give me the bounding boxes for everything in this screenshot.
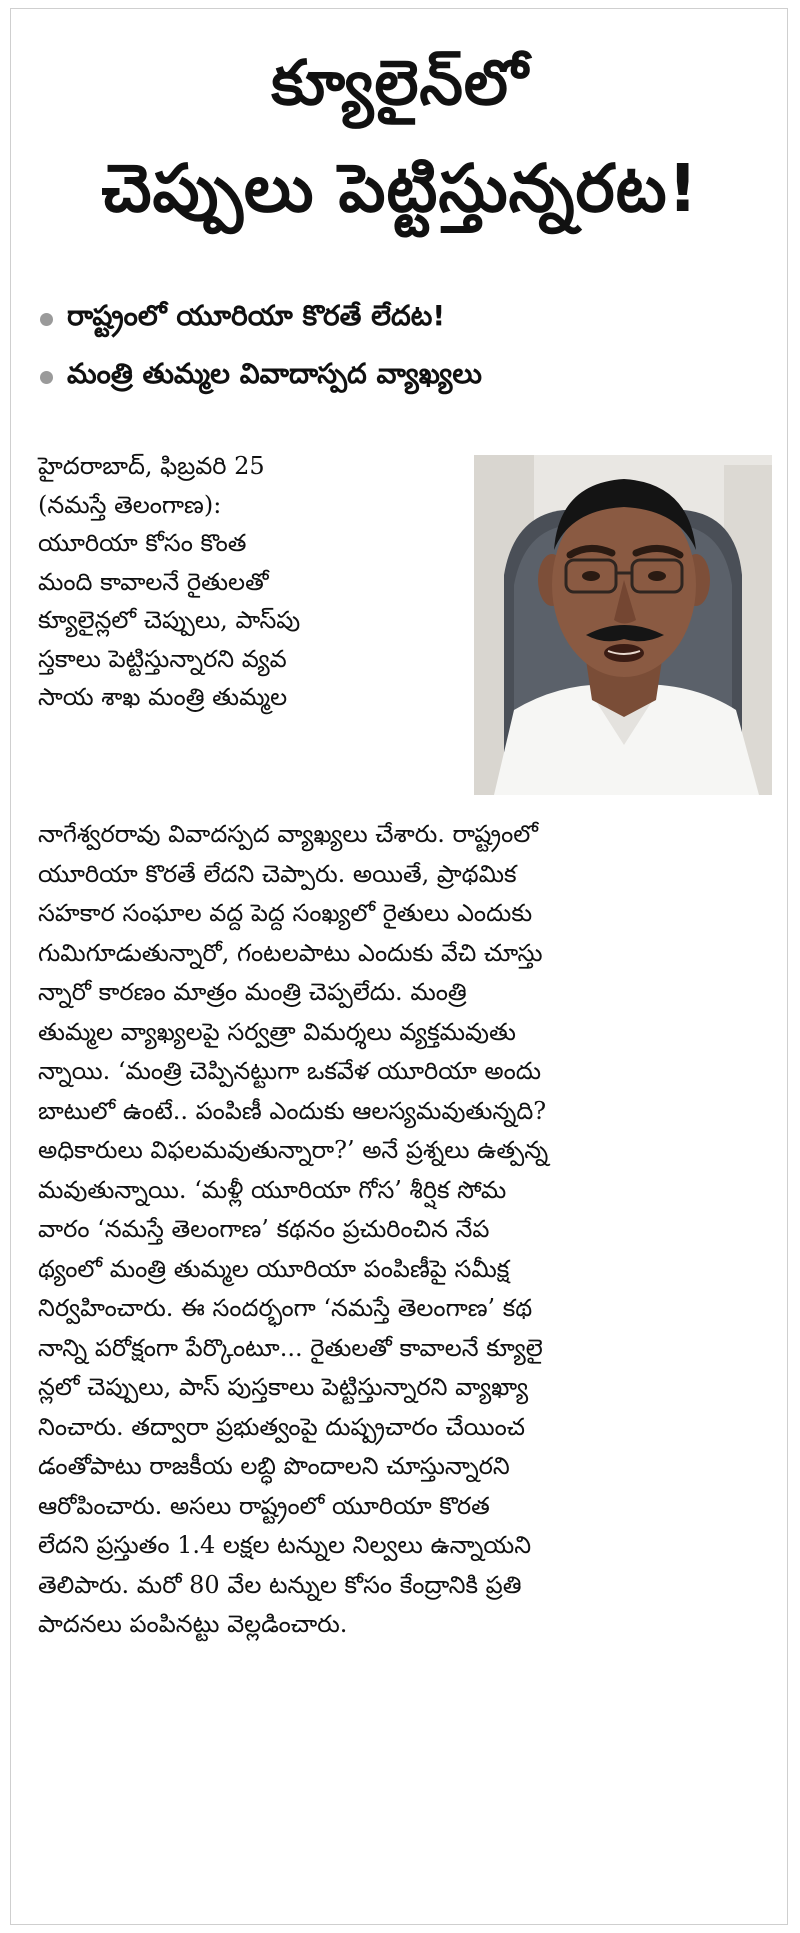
body-line: లేదని ప్రస్తుతం 1.4 లక్షల టన్నుల నిల్వలు ఉన్నాయని <box>38 1531 532 1559</box>
bullet-dot-icon <box>40 313 53 326</box>
body-line: గుమిగూడుతున్నారో, గంటలపాటు ఎందుకు వేచి చూస్తు <box>38 938 543 967</box>
body-line: మవుతున్నాయి. ‘మళ్లీ యూరియా గోస’ శీర్షిక సోమ <box>38 1175 507 1204</box>
article-intro-column <box>38 447 444 717</box>
body-line: తుమ్మల వ్యాఖ్యలపై సర్వత్రా విమర్శలు వ్యక్తమవుతు <box>38 1017 516 1046</box>
body-line: సహకార సంఘాల వద్ద పెద్ద సంఖ్యలో రైతులు ఎందుకు <box>38 899 533 927</box>
body-line: నిర్వహించారు. ఈ సందర్భంగా ‘నమస్తే తెలంగాణ’ కథ <box>38 1294 533 1322</box>
intro-line: యూరియా కోసం కొంత <box>38 529 247 557</box>
body-line: న్నాయి. ‘మంత్రి చెప్పినట్టుగా ఒకవేళ యూరియా అందు <box>38 1057 542 1085</box>
subheading-text: రాష్ట్రంలో యూరియా కొరతే లేదట! <box>67 299 446 332</box>
body-line: బాటులో ఉంటే.. పంపిణీ ఎందుకు ఆలస్యమవుతున్నది? <box>38 1096 547 1125</box>
body-line: న్నారో కారణం మాత్రం మంత్రి చెప్పలేదు. మంత్రి <box>38 978 467 1006</box>
body-line: తెలిపారు. మరో 80 వేల టన్నుల కోసం కేంద్రానికి ప్రతి <box>38 1570 522 1599</box>
body-line: అధికారులు విఫలమవుతున్నారా?’ అనే ప్రశ్నలు ఉత్పన్న <box>38 1136 549 1164</box>
body-line: వారం ‘నమస్తే తెలంగాణ’ కథనం ప్రచురించిన నేప <box>38 1215 490 1243</box>
subheading-item <box>40 290 770 348</box>
portrait-illustration <box>474 455 772 795</box>
body-line: న్లలో చెప్పులు, పాస్ పుస్తకాలు పెట్టిస్తున్నారని వ్యాఖ్యా <box>38 1373 529 1401</box>
intro-line: స్తకాలు పెట్టిస్తున్నారని వ్యవ <box>38 644 287 673</box>
body-line: ఆరోపించారు. అసలు రాష్ట్రంలో యూరియా కొరత <box>38 1491 490 1520</box>
headline-line-1: క్యూలైన్‌లో <box>271 46 529 119</box>
minister-photo <box>474 455 772 795</box>
intro-line: క్యూలైన్లలో చెప్పులు, పాస్‌పు <box>38 606 301 634</box>
body-line: డంతోపాటు రాజకీయ లబ్ధి పొందాలని చూస్తున్నారని <box>38 1452 510 1480</box>
body-line: నాగేశ్వరరావు వివాదస్పద వ్యాఖ్యలు చేశారు. రాష్ట్రంలో <box>38 820 538 848</box>
body-line: నించారు. తద్వారా ప్రభుత్వంపై దుష్ప్రచారం చేయించ <box>38 1412 525 1441</box>
body-line: పాదనలు పంపినట్టు వెల్లడించారు. <box>38 1610 348 1638</box>
intro-line: (నమస్తే తెలంగాణ): <box>38 490 222 519</box>
dateline: హైదరాబాద్, ఫిబ్రవరి 25 <box>38 452 265 480</box>
subheading-list <box>40 290 770 406</box>
body-line: యూరియా కొరతే లేదని చెప్పారు. అయితే, ప్రాథమిక <box>38 859 517 888</box>
body-line: నాన్ని పరోక్షంగా పేర్కొంటూ... రైతులతో కావాలనే క్యూలై <box>38 1333 543 1362</box>
article-body <box>38 815 772 1645</box>
intro-line: మంది కావాలనే రైతులతో <box>38 567 269 596</box>
subheading-item <box>40 348 770 406</box>
bullet-dot-icon <box>40 371 53 384</box>
headline-line-2: చెప్పులు పెట్టిస్తున్నరట! <box>101 150 699 227</box>
body-line: థ్యంలో మంత్రి తుమ్మల యూరియా పంపిణీపై సమీక్ష <box>38 1254 510 1283</box>
intro-line: సాయ శాఖ మంత్రి తుమ్మల <box>38 683 288 711</box>
subheading-text: మంత్రి తుమ్మల వివాదాస్పద వ్యాఖ్యలు <box>67 357 482 390</box>
